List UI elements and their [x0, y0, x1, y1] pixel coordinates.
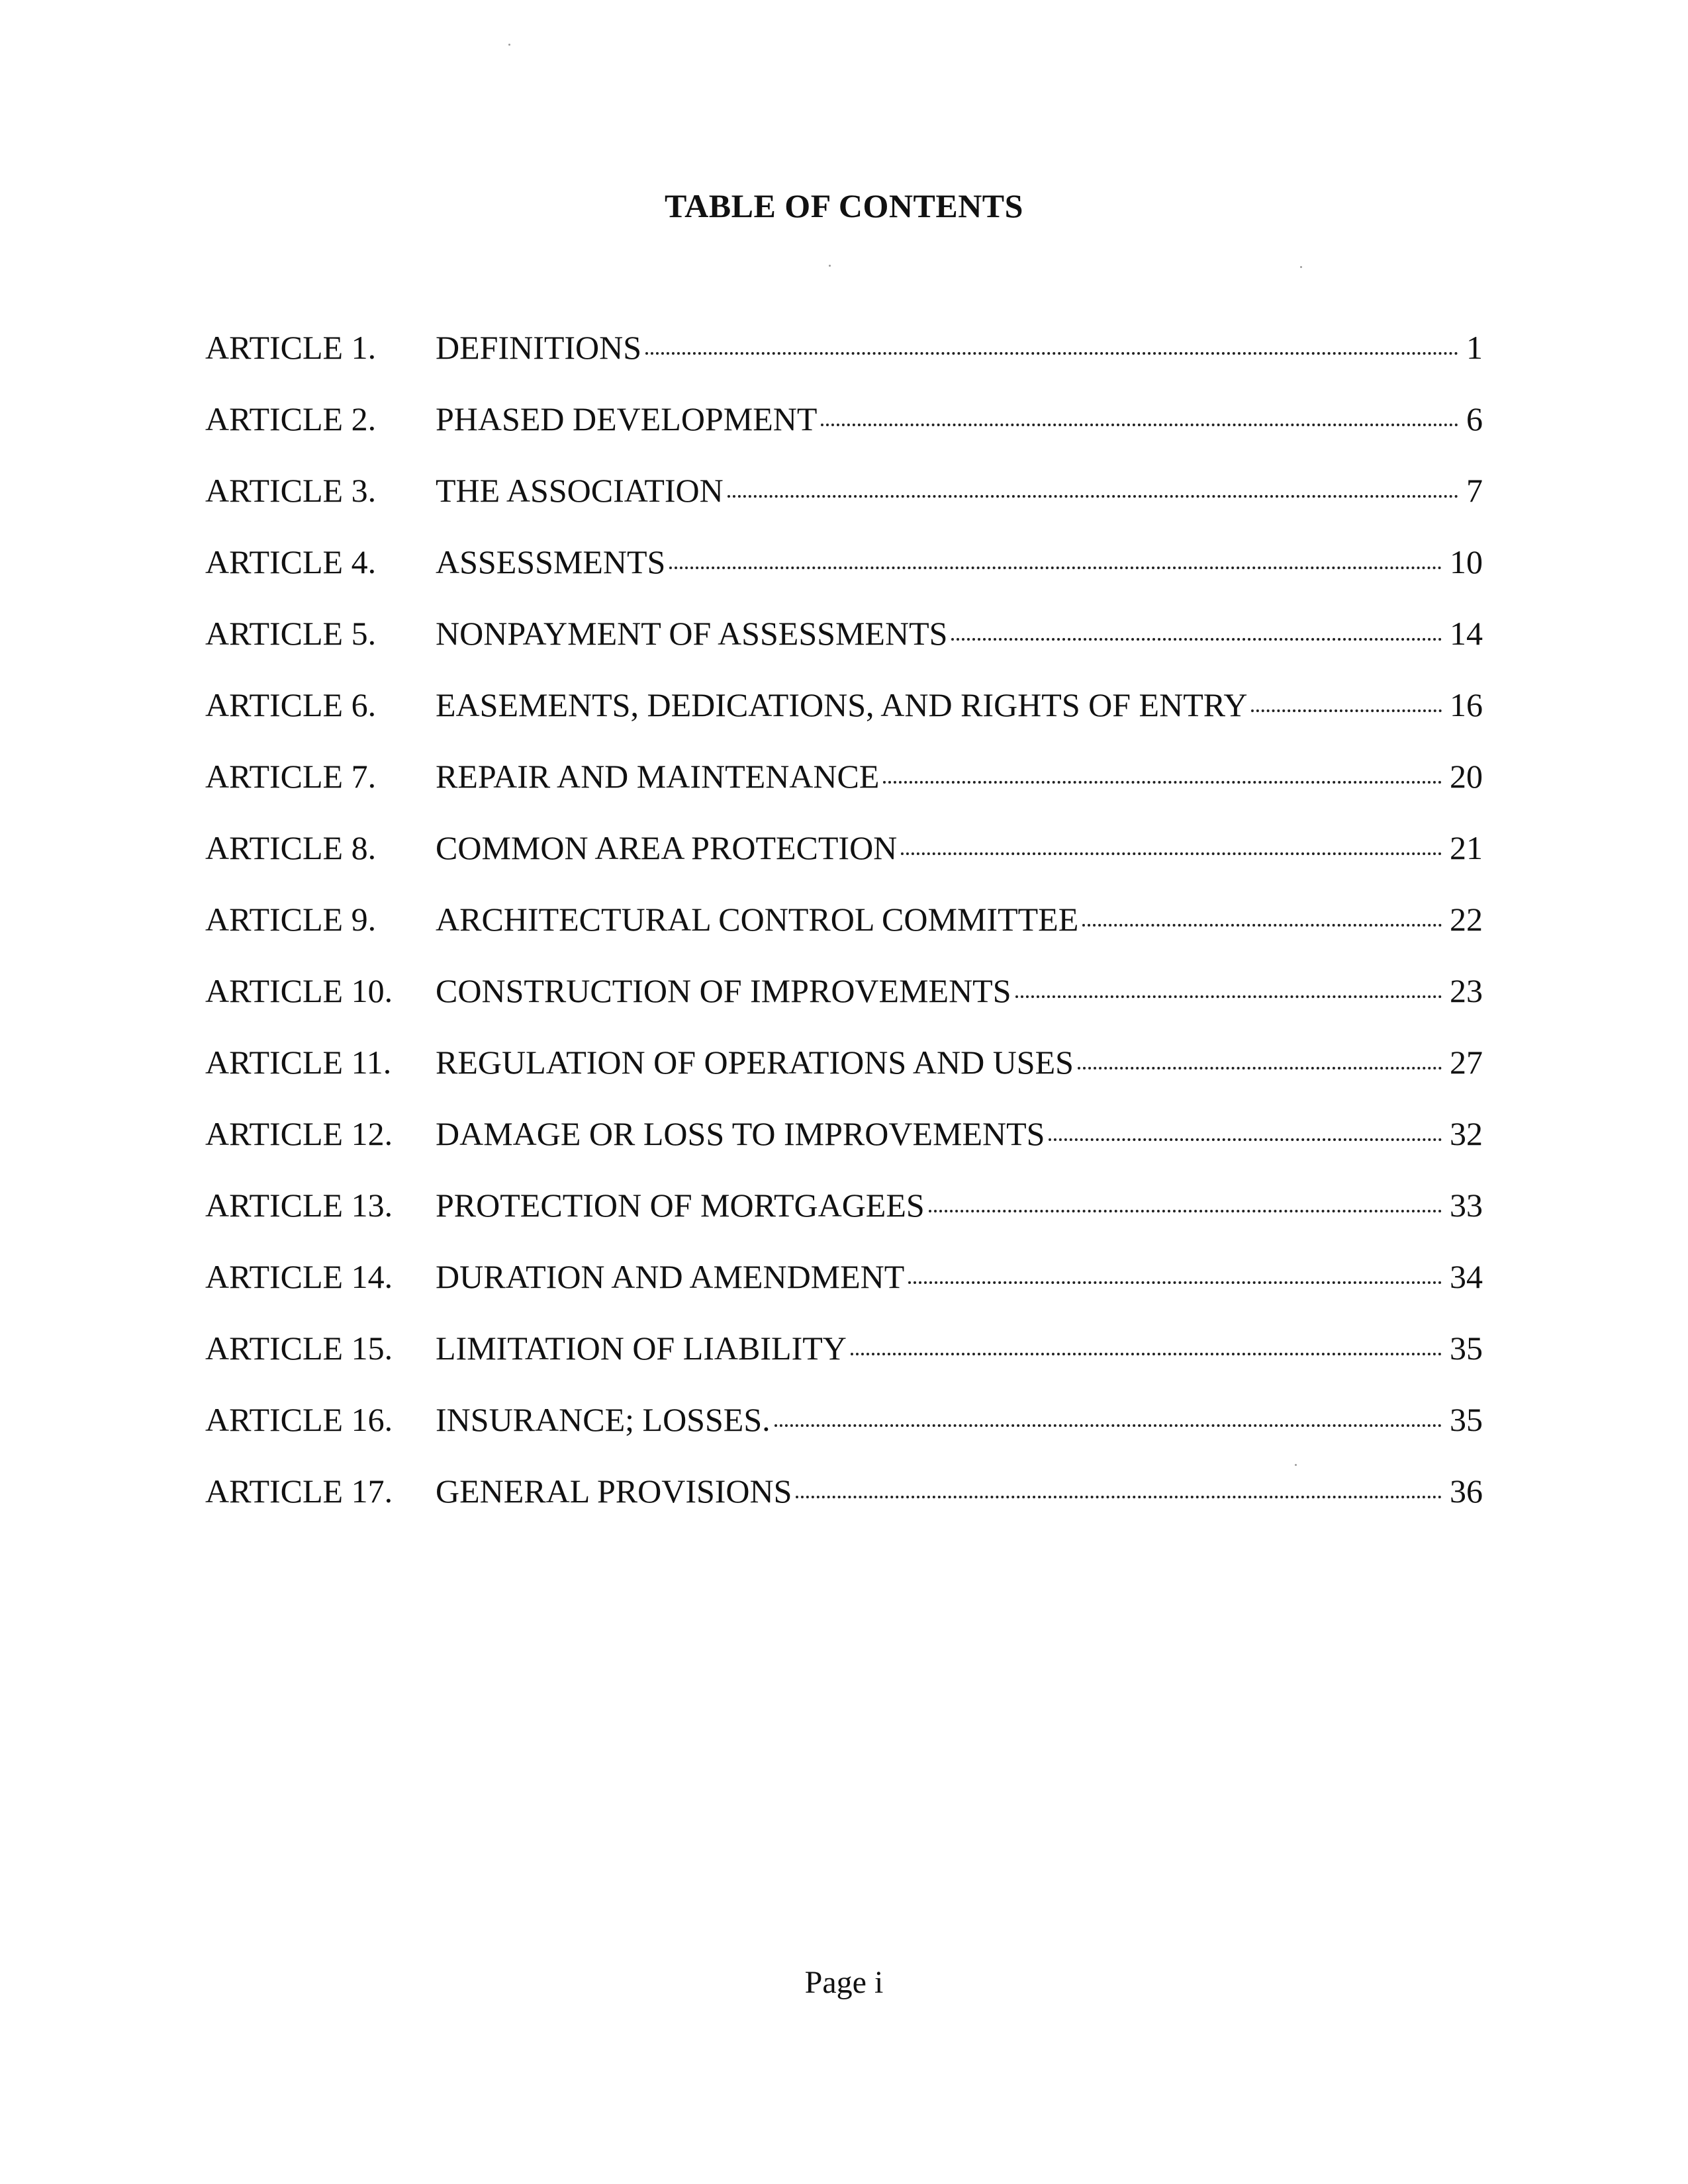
article-title: ASSESSMENTS — [436, 543, 666, 580]
toc-entry-article-10[interactable] — [205, 968, 1483, 1014]
dot-leader — [1078, 1067, 1442, 1069]
article-number: ARTICLE 14. — [205, 1258, 393, 1295]
toc-entry-article-12[interactable] — [205, 1111, 1483, 1157]
page-number: 36 — [1450, 1473, 1483, 1510]
page-number: 35 — [1450, 1401, 1483, 1438]
page-number: 20 — [1450, 758, 1483, 795]
article-title: NONPAYMENT OF ASSESSMENTS — [436, 615, 948, 652]
page-number: 16 — [1450, 686, 1483, 723]
article-number: ARTICLE 6. — [205, 686, 377, 723]
toc-entry-article-4[interactable] — [205, 539, 1483, 585]
dot-leader — [951, 638, 1442, 641]
page-title: TABLE OF CONTENTS — [665, 187, 1023, 224]
dot-leader — [821, 424, 1458, 426]
scan-speck — [1295, 1464, 1297, 1466]
article-number: ARTICLE 15. — [205, 1330, 393, 1367]
toc-entry-article-7[interactable] — [205, 753, 1483, 799]
article-number: ARTICLE 4. — [205, 543, 377, 580]
page-number: 21 — [1450, 829, 1483, 866]
toc-entry-article-15[interactable] — [205, 1325, 1483, 1371]
article-title: PHASED DEVELOPMENT — [436, 400, 818, 437]
article-title: CONSTRUCTION OF IMPROVEMENTS — [436, 972, 1011, 1009]
article-number: ARTICLE 16. — [205, 1401, 393, 1438]
toc-entry-article-16[interactable] — [205, 1396, 1483, 1443]
page-number: 1 — [1466, 329, 1483, 366]
scan-speck — [829, 265, 831, 267]
page-number: 34 — [1450, 1258, 1483, 1295]
page-number: 22 — [1450, 901, 1483, 938]
article-number: ARTICLE 13. — [205, 1187, 393, 1224]
dot-leader — [901, 852, 1442, 855]
toc-entry-article-11[interactable] — [205, 1039, 1483, 1085]
dot-leader — [929, 1210, 1442, 1212]
article-title: THE ASSOCIATION — [436, 472, 724, 509]
article-number: ARTICLE 10. — [205, 972, 393, 1009]
toc-entry-article-14[interactable] — [205, 1253, 1483, 1300]
article-title: DEFINITIONS — [436, 329, 642, 366]
article-number: ARTICLE 8. — [205, 829, 377, 866]
article-number: ARTICLE 2. — [205, 400, 377, 437]
toc-entry-article-5[interactable] — [205, 610, 1483, 657]
dot-leader — [883, 781, 1442, 784]
toc-entry-article-1[interactable] — [205, 324, 1483, 371]
dot-leader — [1251, 709, 1442, 712]
toc-entry-article-3[interactable] — [205, 467, 1483, 514]
article-number: ARTICLE 1. — [205, 329, 377, 366]
dot-leader — [851, 1353, 1442, 1355]
dot-leader — [774, 1424, 1442, 1427]
article-title: REPAIR AND MAINTENANCE — [436, 758, 880, 795]
article-title: DAMAGE OR LOSS TO IMPROVEMENTS — [436, 1115, 1045, 1152]
article-number: ARTICLE 12. — [205, 1115, 393, 1152]
page-number: 27 — [1450, 1044, 1483, 1081]
dot-leader — [908, 1281, 1442, 1284]
dot-leader — [669, 567, 1442, 569]
article-title: INSURANCE; LOSSES. — [436, 1401, 771, 1438]
article-title: DURATION AND AMENDMENT — [436, 1258, 905, 1295]
page-number: 35 — [1450, 1330, 1483, 1367]
article-number: ARTICLE 11. — [205, 1044, 392, 1081]
scan-speck — [1300, 266, 1302, 268]
dot-leader — [645, 352, 1458, 355]
page-number: 32 — [1450, 1115, 1483, 1152]
article-title: REGULATION OF OPERATIONS AND USES — [436, 1044, 1074, 1081]
article-number: ARTICLE 7. — [205, 758, 377, 795]
toc-entry-article-9[interactable] — [205, 896, 1483, 942]
dot-leader — [1049, 1138, 1442, 1141]
toc-entry-article-6[interactable] — [205, 682, 1483, 728]
toc-entry-article-8[interactable] — [205, 825, 1483, 871]
article-title: ARCHITECTURAL CONTROL COMMITTEE — [436, 901, 1079, 938]
dot-leader — [1015, 995, 1442, 998]
article-title: GENERAL PROVISIONS — [436, 1473, 792, 1510]
page-number: 10 — [1450, 543, 1483, 580]
article-title: EASEMENTS, DEDICATIONS, AND RIGHTS OF ENTRY — [436, 686, 1248, 723]
article-title: PROTECTION OF MORTGAGEES — [436, 1187, 925, 1224]
page-number: 6 — [1466, 400, 1483, 437]
page-number: 23 — [1450, 972, 1483, 1009]
article-number: ARTICLE 5. — [205, 615, 377, 652]
page-footer: Page i — [804, 1965, 884, 2000]
dot-leader — [796, 1496, 1442, 1498]
toc-entry-article-17[interactable] — [205, 1468, 1483, 1514]
page-number: 14 — [1450, 615, 1483, 652]
article-title: LIMITATION OF LIABILITY — [436, 1330, 847, 1367]
article-number: ARTICLE 3. — [205, 472, 377, 509]
article-number: ARTICLE 9. — [205, 901, 377, 938]
scan-speck — [508, 44, 510, 46]
toc-entry-article-13[interactable] — [205, 1182, 1483, 1228]
article-number: ARTICLE 17. — [205, 1473, 393, 1510]
toc-entry-article-2[interactable] — [205, 396, 1483, 442]
page-number: 33 — [1450, 1187, 1483, 1224]
page-number: 7 — [1466, 472, 1483, 509]
article-title: COMMON AREA PROTECTION — [436, 829, 898, 866]
dot-leader — [727, 495, 1458, 498]
dot-leader — [1082, 924, 1442, 927]
